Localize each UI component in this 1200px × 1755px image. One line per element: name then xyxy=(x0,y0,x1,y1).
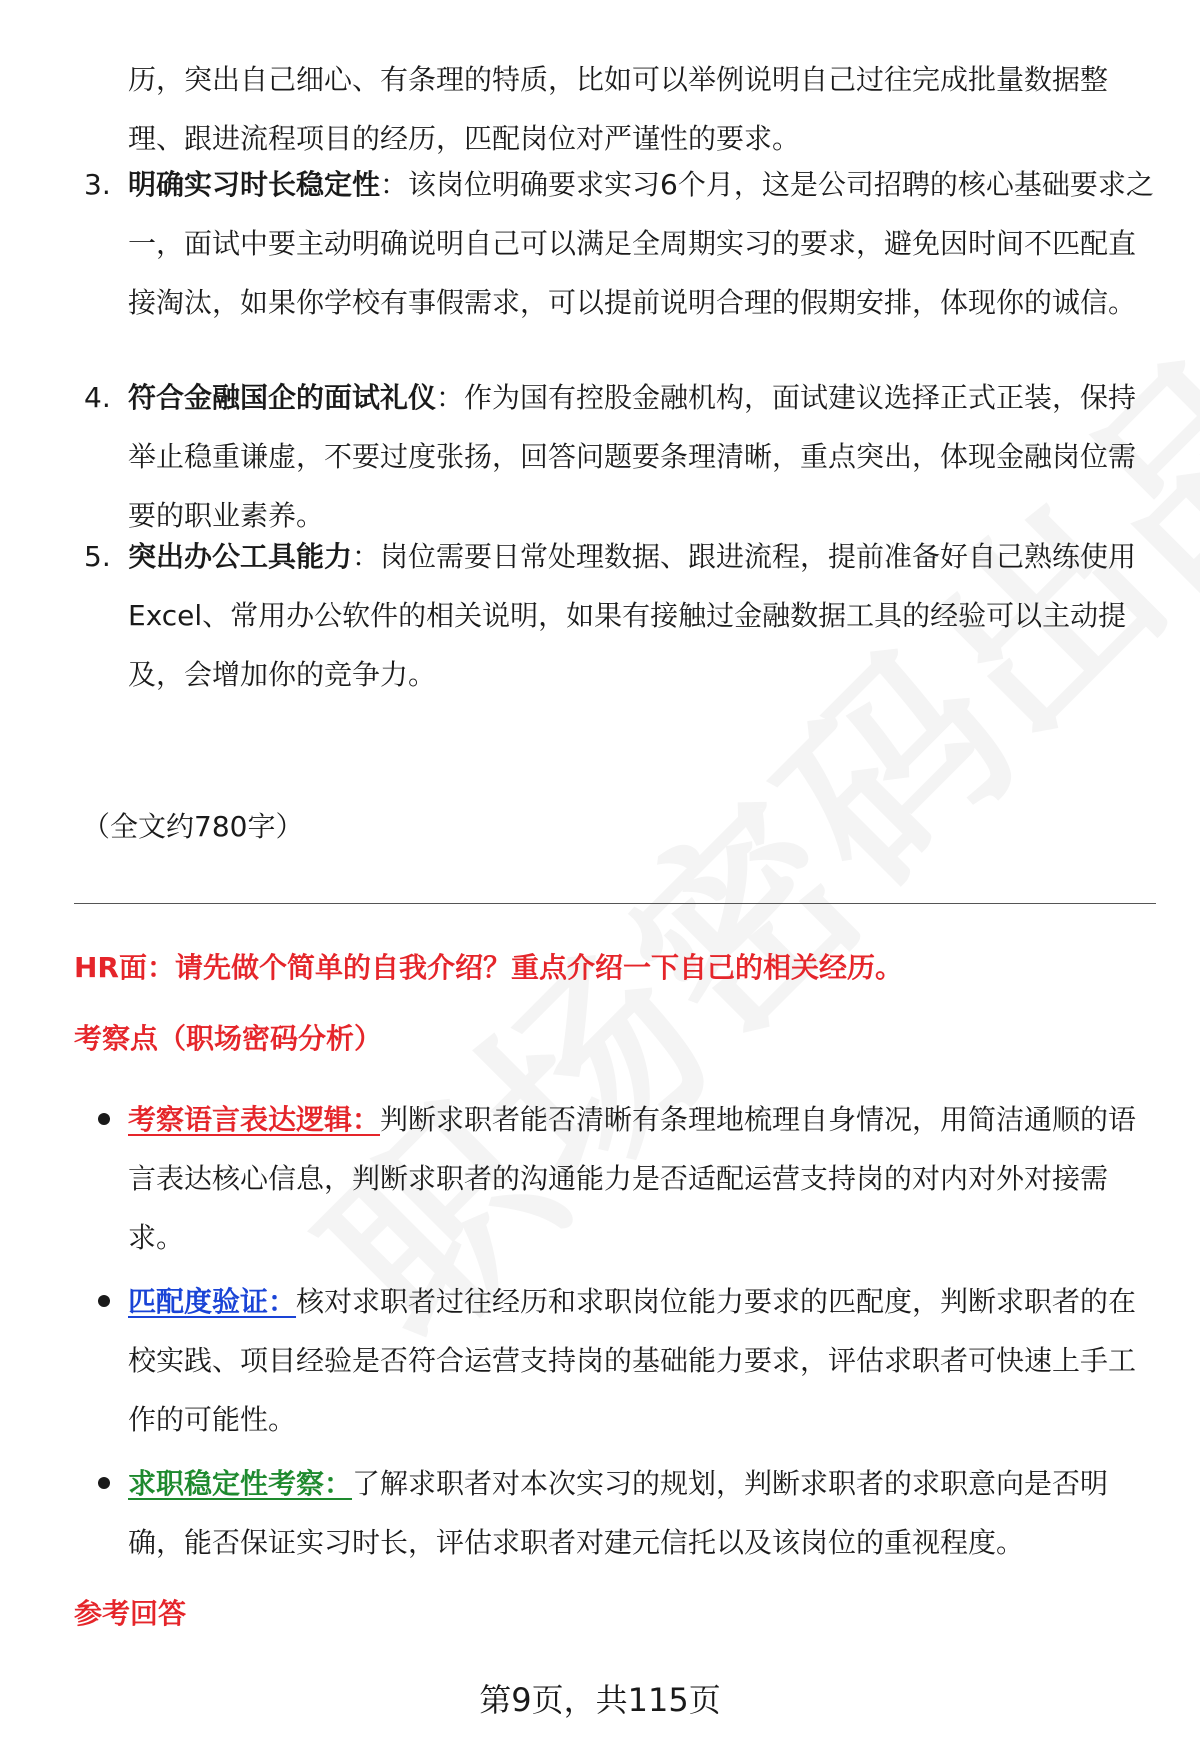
assessment-bullet xyxy=(128,1090,1158,1267)
section-divider xyxy=(74,903,1156,904)
list-item xyxy=(128,368,1158,545)
word-count-note: （全文约780字） xyxy=(82,810,304,843)
bullet-dot xyxy=(98,1477,110,1489)
intro-paragraph: 历，突出自己细心、有条理的特质，比如可以举例说明自己过往完成批量数据整理、跟进流程项目的经历，匹配岗位对严谨性的要求。 xyxy=(128,63,1109,155)
bullet-label: 考察语言表达逻辑： xyxy=(128,1103,381,1136)
bullet-text: 核对求职者过往经历和求职岗位能力要求的匹配度，判断求职者的在校实践、项目经验是否符合运营支持岗的基础能力要求，评估求职者可快速上手工作的可能性。 xyxy=(128,1285,1137,1436)
bullet-text: 了解求职者对本次实习的规划，判断求职者的求职意向是否明确，能否保证实习时长，评估求职者对建元信托以及该岗位的重视程度。 xyxy=(128,1467,1109,1559)
assessment-bullet xyxy=(128,1454,1158,1572)
bullet-label: 求职稳定性考察： xyxy=(128,1467,353,1500)
assessment-heading: 考察点（职场密码分析） xyxy=(74,1022,383,1055)
bullet-dot xyxy=(98,1295,110,1307)
list-item xyxy=(128,527,1158,704)
reference-answer-heading: 参考回答 xyxy=(74,1597,187,1630)
list-item-text: ：作为国有控股金融机构，面试建议选择正式正装，保持举止稳重谦虚，不要过度张扬，回答问题要条理清晰，重点突出，体现金融岗位需要的职业素养。 xyxy=(128,381,1137,532)
bullet-label: 匹配度验证： xyxy=(128,1285,297,1318)
list-item-number: 4. xyxy=(84,381,111,414)
list-item-text: ：该岗位明确要求实习6个月，这是公司招聘的核心基础要求之一，面试中要主动明确说明自己可以满足全周期实习的要求，避免因时间不匹配直接淘汰，如果你学校有事假需求，可以提前说明合理的假期安排，体现你的诚信。 xyxy=(128,168,1154,319)
list-item-title: 符合金融国企的面试礼仪 xyxy=(128,381,437,414)
hr-question-heading: HR面：请先做个简单的自我介绍？重点介绍一下自己的相关经历。 xyxy=(74,951,903,984)
list-item-text: ：岗位需要日常处理数据、跟进流程，提前准备好自己熟练使用Excel、常用办公软件的相关说明，如果有接触过金融数据工具的经验可以主动提及，会增加你的竞争力。 xyxy=(128,540,1137,691)
list-item-title: 突出办公工具能力 xyxy=(128,540,353,573)
list-item-number: 3. xyxy=(84,168,111,201)
list-item-title: 明确实习时长稳定性 xyxy=(128,168,381,201)
bullet-dot xyxy=(98,1113,110,1125)
assessment-bullet xyxy=(128,1272,1158,1449)
page-footer: 第9页，共115页 xyxy=(479,1681,721,1719)
list-item xyxy=(128,155,1158,332)
bullet-text: 判断求职者能否清晰有条理地梳理自身情况，用简洁通顺的语言表达核心信息，判断求职者的沟通能力是否适配运营支持岗的对内对外对接需求。 xyxy=(128,1103,1137,1254)
list-item-number: 5. xyxy=(84,540,111,573)
